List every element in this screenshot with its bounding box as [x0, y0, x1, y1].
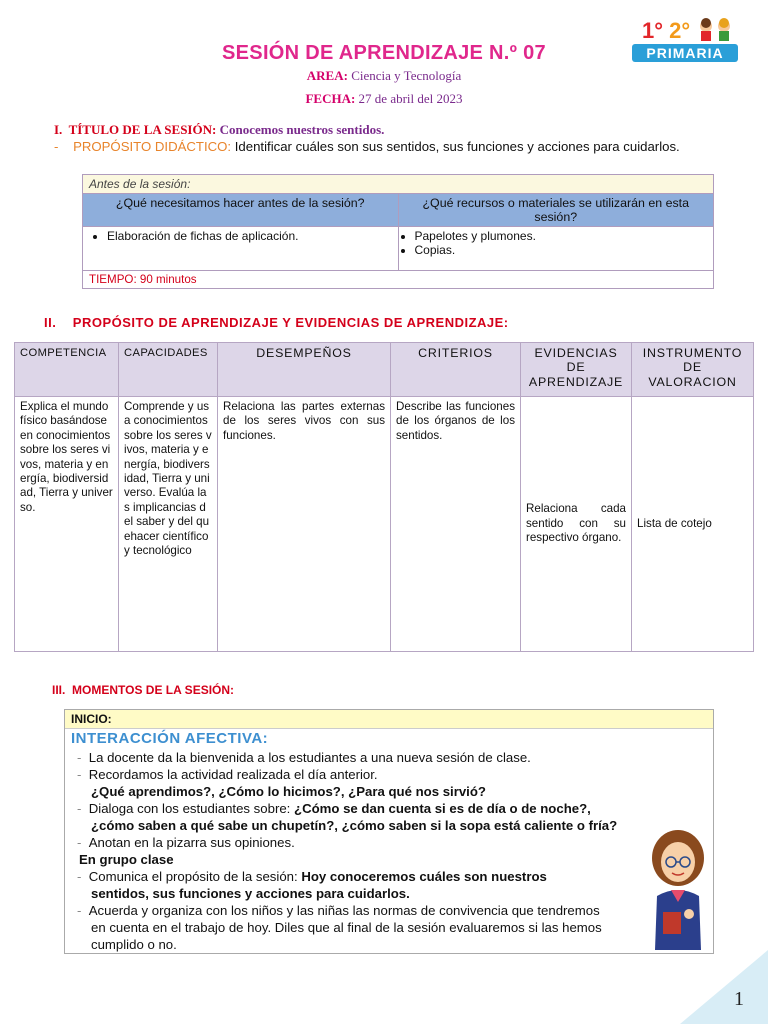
list-item: • Copias.	[415, 243, 708, 257]
session-title-line	[54, 122, 384, 138]
header-criterios: CRITERIOS	[391, 343, 521, 397]
list-item: - Acuerda y organiza con los niños y las niñas las normas de convivencia que tendremos	[77, 903, 600, 918]
list-item: • Papelotes y plumones.	[415, 229, 708, 243]
tiempo-cell: TIEMPO: 90 minutos	[83, 271, 714, 289]
page-number: 1	[734, 988, 744, 1010]
area-value: Ciencia y Tecnología	[351, 68, 462, 83]
header-evidencias: EVIDENCIAS DE APRENDIZAJE	[521, 343, 632, 397]
inicio-line-2: Recordamos la actividad realizada el día anterior.	[88, 767, 378, 782]
inicio-line-3c: ¿cómo saben a qué sabe un chupetín?, ¿cómo saben si la sopa está caliente o fría?	[91, 818, 618, 833]
prep-col2-header: ¿Qué recursos o materiales se utilizarán en esta sesión?	[398, 194, 714, 227]
section3-title: MOMENTOS DE LA SESIÓN:	[72, 683, 235, 697]
criterios-cell: Describe las funciones de los órganos de los sentidos.	[391, 397, 521, 652]
prep-table	[82, 174, 714, 289]
list-item: • Elaboración de fichas de aplicación.	[107, 229, 392, 243]
section1-numeral: I.	[54, 122, 63, 137]
desempenos-cell: Relaciona las partes externas de los seres vivos con sus funciones.	[218, 397, 391, 652]
session-title-label: TÍTULO DE LA SESIÓN:	[68, 122, 217, 137]
prep-col1-header: ¿Qué necesitamos hacer antes de la sesión?	[83, 194, 399, 227]
inicio-line-6a: Acuerda y organiza con los niños y las niñas las normas de convivencia que tendremos	[88, 903, 600, 918]
section3-numeral: III.	[52, 683, 66, 697]
group-label: En grupo clase	[79, 852, 174, 867]
inicio-line-5c: sentidos, sus funciones y acciones para cuidarlos.	[91, 886, 410, 901]
section2-title-line	[44, 315, 509, 330]
prep-col2-cell	[398, 227, 714, 271]
interaccion-heading: INTERACCIÓN AFECTIVA:	[71, 730, 269, 747]
header-capacidades: CAPACIDADES	[119, 343, 218, 397]
list-item: - Anotan en la pizarra sus opiniones.	[77, 835, 295, 850]
section2-title: PROPÓSITO DE APRENDIZAJE Y EVIDENCIAS DE APRENDIZAJE:	[72, 315, 509, 330]
fecha-value: 27 de abril del 2023	[358, 91, 463, 106]
learning-table	[14, 342, 754, 652]
header-instrumento: INSTRUMENTO DE VALORACION	[632, 343, 754, 397]
header-competencia: COMPETENCIA	[15, 343, 119, 397]
primaria-logo	[632, 18, 740, 64]
evidencias-cell: Relaciona cada sentido con su respectivo órgano.	[521, 397, 632, 652]
inicio-line-3b: ¿Cómo se dan cuenta si es de día o de noche?,	[294, 801, 591, 816]
list-item: - Recordamos la actividad realizada el día anterior.	[77, 767, 378, 782]
prep-col1-cell	[83, 227, 399, 271]
inicio-line-3a: Dialoga con los estudiantes sobre:	[88, 801, 291, 816]
inicio-box	[64, 709, 714, 954]
logo-grade-1: 1°	[642, 18, 664, 43]
inicio-line-5b: Hoy conoceremos cuáles son nuestros	[301, 869, 547, 884]
session-title-value: Conocemos nuestros sentidos.	[219, 122, 385, 137]
section3-title-line	[52, 683, 234, 697]
purpose-text: Identificar cuáles son sus sentidos, sus funciones y acciones para cuidarlos.	[234, 139, 680, 154]
header-desempenos: DESEMPEÑOS	[218, 343, 391, 397]
capacidades-cell: Comprende y usa conocimientos sobre los seres vivos, materia y energía, biodiversidad, Tierra y universo. Evalúa las implicancias del saber y del quehacer científico y tecnológico	[119, 397, 218, 652]
children-icon	[696, 18, 736, 44]
list-item: - La docente da la bienvenida a los estudiantes a una nueva sesión de clase.	[77, 750, 531, 765]
prep-caption: Antes de la sesión:	[83, 175, 714, 194]
inicio-header	[65, 710, 713, 729]
inicio-line-1: La docente da la bienvenida a los estudiantes a una nueva sesión de clase.	[88, 750, 531, 765]
teacher-illustration	[643, 828, 713, 950]
purpose-label: PROPÓSITO DIDÁCTICO:	[73, 139, 232, 154]
purpose-line: - PROPÓSITO DIDÁCTICO: Identificar cuáles son sus sentidos, sus funciones y acciones para cuidarlos.	[54, 139, 680, 154]
area-line	[0, 68, 768, 84]
fecha-line	[0, 91, 768, 107]
inicio-line-2b: ¿Qué aprendimos?, ¿Cómo lo hicimos?, ¿Para qué nos sirvió?	[91, 784, 486, 799]
logo-banner: PRIMARIA	[632, 44, 738, 62]
logo-grade-2: 2°	[669, 18, 691, 43]
instrumento-cell: Lista de cotejo	[632, 397, 754, 652]
fecha-label: FECHA:	[305, 91, 356, 106]
inicio-line-4: Anotan en la pizarra sus opiniones.	[88, 835, 295, 850]
inicio-label: INICIO:	[71, 712, 112, 726]
corner-decoration	[680, 950, 768, 1024]
inicio-line-6c: cumplido o no.	[91, 937, 177, 952]
page-title: SESIÓN DE APRENDIZAJE N.º 07	[222, 42, 546, 64]
section2-numeral: II.	[44, 315, 57, 330]
area-label: AREA:	[306, 68, 348, 83]
inicio-line-5a: Comunica el propósito de la sesión:	[88, 869, 298, 884]
competencia-cell: Explica el mundo físico basándose en conocimientos sobre los seres vivos, materia y energía, biodiversidad, Tierra y universo.	[15, 397, 119, 652]
list-item: - Comunica el propósito de la sesión: Hoy conoceremos cuáles son nuestros	[77, 869, 547, 884]
list-item: - Dialoga con los estudiantes sobre: ¿Cómo se dan cuenta si es de día o de noche?,	[77, 801, 591, 816]
inicio-line-6b: en cuenta en el trabajo de hoy. Diles que al final de la sesión evaluaremos si las hemos	[91, 920, 602, 935]
